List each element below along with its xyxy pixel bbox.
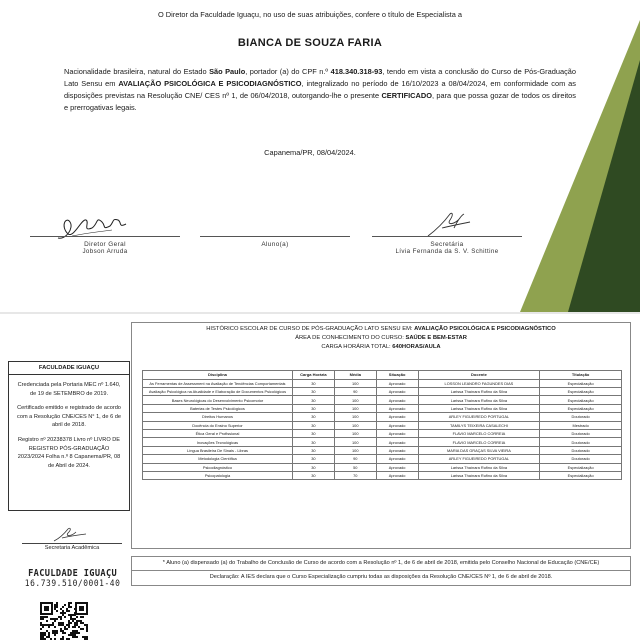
table-row (143, 438, 622, 446)
page-divider (0, 312, 640, 314)
col-grade: Média (334, 371, 376, 380)
hours-cell: 30 (292, 471, 334, 479)
certificate-word: CERTIFICADO (381, 91, 432, 100)
degree-cell: Doutorado (540, 455, 622, 463)
discipline-cell: As Ferramentas de Assessment na Avaliação de Tendências Comportamentais (143, 379, 293, 387)
faculty-stamp (22, 568, 123, 589)
discipline-cell: Ética Geral e Profissional (143, 429, 293, 437)
table-row (143, 446, 622, 454)
student-signature (200, 204, 350, 248)
secretary-name: Lívia Fernanda da S. V. Schittine (395, 248, 499, 255)
secretary-role: Secretária (430, 241, 464, 248)
student-role: Aluno(a) (261, 241, 289, 248)
secretary-signature (372, 204, 522, 255)
grade-cell: 70 (334, 471, 376, 479)
status-cell: Aprovado (376, 438, 418, 446)
qr-code (40, 602, 88, 640)
grade-cell: 100 (334, 429, 376, 437)
stamp-cnpj: 16.739.510/0001-40 (24, 579, 121, 589)
grade-cell: 100 (334, 421, 376, 429)
graduate-name: BIANCA DE SOUZA FARIA (237, 37, 383, 49)
status-cell: Aprovado (376, 446, 418, 454)
table-row (143, 463, 622, 471)
teacher-cell: ARLEY FIGUEIREDO PORTUGAL (418, 413, 540, 421)
state: São Paulo (209, 67, 246, 76)
faculty-registry: Registro nº 20238378 Livro nº LIVRO DE REGISTRO PÓS-GRADUAÇÃO 2023/2024 Folha n.º 8 Capanema/PR, 08 de Abril de 2024. (17, 436, 121, 469)
degree-cell: Doutorado (540, 438, 622, 446)
hours-cell: 30 (292, 387, 334, 395)
table-row (143, 379, 622, 387)
tcc-exemption-note: * Aluno (a) dispensado (a) do Trabalho de Conclusão de Curso de acordo com a Resolução nº 1, de 6 de abril de 2018, emitida pelo Conselho Nacional de Educação (CNE/CE) (131, 556, 631, 571)
degree-cell: Especialização (540, 379, 622, 387)
table-header-row (143, 371, 622, 380)
hours-cell: 30 (292, 463, 334, 471)
certificate-intro: O Diretor da Faculdade Iguaçu, no uso de suas atribuições, confere o título de Especialista a (157, 10, 463, 19)
teacher-cell: Larissa Thaínara Rufino da Silva (418, 404, 540, 412)
hours-cell: 30 (292, 455, 334, 463)
director-role: Diretor Geral (84, 241, 126, 248)
director-name: Jobson Arruda (82, 248, 128, 255)
discipline-cell: Avaliação Psicológica na Atualidade e Elaboração de Documentos Psicológicos (143, 387, 293, 395)
grade-cell: 50 (334, 463, 376, 471)
table-row (143, 404, 622, 412)
degree-cell: Especialização (540, 463, 622, 471)
grade-cell: 100 (334, 404, 376, 412)
degree-cell: Doutorado (540, 413, 622, 421)
hours-cell: 30 (292, 404, 334, 412)
academic-secretary-line (22, 543, 122, 544)
discipline-cell: Psicodiagnóstico (143, 463, 293, 471)
faculty-accreditation: Credenciada pela Portaria MEC nº 1.640, de 19 de SETEMBRO de 2019. (17, 382, 121, 397)
discipline-cell: Psicopatologia (143, 471, 293, 479)
hours-cell: 30 (292, 421, 334, 429)
academic-secretary-label: Secretaria Acadêmica (44, 545, 100, 551)
status-cell: Aprovado (376, 463, 418, 471)
col-discipline: Disciplina (143, 371, 293, 380)
teacher-cell: FLAVIO MARCELO CORREIA (418, 438, 540, 446)
director-signature (30, 204, 180, 255)
hours-cell: 30 (292, 413, 334, 421)
degree-cell: Especialização (540, 396, 622, 404)
teacher-cell: FLAVIO MARCELO CORREIA (418, 429, 540, 437)
faculty-registration-note: Certificado emitido e registrado de acordo com a Resolução CNE/CES N° 1, de 6 de abril de 2018. (17, 405, 121, 429)
table-row (143, 429, 622, 437)
table-row (143, 455, 622, 463)
course-name: AVALIAÇÃO PSICOLÓGICA E PSICODIAGNÓSTICO (118, 79, 302, 88)
hours-cell: 30 (292, 379, 334, 387)
grade-cell: 90 (334, 387, 376, 395)
discipline-cell: Língua Brasileira De Sinais - Libras (143, 446, 293, 454)
degree-cell: Doutorado (540, 429, 622, 437)
place-date: Capanema/PR, 08/04/2024. (264, 148, 356, 157)
grade-cell: 100 (334, 379, 376, 387)
table-row (143, 471, 622, 479)
academic-transcript (131, 322, 631, 549)
transcript-hours-line: CARGA HORÁRIA TOTAL: 640HORAS/AULA (321, 344, 441, 351)
degree-cell: Especialização (540, 404, 622, 412)
discipline-cell: Bases Neurológicas do Desenvolvimento Psicomotor (143, 396, 293, 404)
grade-cell: 100 (334, 446, 376, 454)
status-cell: Aprovado (376, 455, 418, 463)
hours-cell: 30 (292, 429, 334, 437)
col-hours: Carga Horária (292, 371, 334, 380)
teacher-cell: TAMILYS TEIXEIRA CASALECHI (418, 421, 540, 429)
teacher-cell: LOSSON LEANDRO FAGUNDES DIAS (418, 379, 540, 387)
degree-cell: Doutorado (540, 446, 622, 454)
ies-declaration: Declaração: A IES declara que o Curso Especialização cumpriu todas as disposições da Resolução CNE/CES Nº 1, de 6 de abril de 2018. (131, 571, 631, 586)
grade-cell: 90 (334, 455, 376, 463)
status-cell: Aprovado (376, 471, 418, 479)
discipline-cell: Direitos Humanos (143, 413, 293, 421)
transcript-area-line: ÁREA DE CONHECIMENTO DO CURSO: SAÚDE E BEM-ESTAR (295, 335, 467, 342)
degree-cell: Especialização (540, 471, 622, 479)
status-cell: Aprovado (376, 413, 418, 421)
teacher-cell: Larissa Thaínara Rufino da Silva (418, 463, 540, 471)
discipline-cell: Docência do Ensino Superior (143, 421, 293, 429)
degree-cell: Especialização (540, 387, 622, 395)
degree-cell: Mestrado (540, 421, 622, 429)
col-status: Situação (376, 371, 418, 380)
status-cell: Aprovado (376, 379, 418, 387)
teacher-cell: ARLEY FIGUEIREDO PORTUGAL (418, 455, 540, 463)
stamp-name: FACULDADE IGUAÇU (28, 568, 118, 579)
transcript-header (132, 323, 630, 353)
table-row (143, 413, 622, 421)
transcript-table (142, 370, 622, 480)
col-degree: Titulação (540, 371, 622, 380)
col-teacher: Docente (418, 371, 540, 380)
academic-secretary-signature-image (30, 526, 130, 542)
faculty-title: FACULDADE IGUAÇU (9, 362, 129, 375)
discipline-cell: Metodologia Científica (143, 455, 293, 463)
certificate-body: Nacionalidade brasileira, natural do Estado São Paulo, portador (a) do CPF n.º 418.340.318-93, tendo em vista a conclusão do Curso de Pós-Graduação Lato Sensu em AVALIAÇÃO PSICOLÓGICA E PSICODIAGNÓSTICO, integralizado no período de 16/10/2023 a 08/04/2024, em conformidade com as disposições previstas na Resolução CNE/ CES nº 1, de 06/04/2018, outorgando-lhe o presente CERTIFICADO, para que possa gozar de todos os direitos e prerrogativas legais. (64, 67, 576, 112)
hours-cell: 30 (292, 446, 334, 454)
table-row (143, 421, 622, 429)
hours-cell: 30 (292, 438, 334, 446)
hours-cell: 30 (292, 396, 334, 404)
discipline-cell: Baterias de Testes Psicológicos (143, 404, 293, 412)
grade-cell: 100 (334, 413, 376, 421)
teacher-cell: MARIA DAS GRAÇAS SILVA VIEIRA (418, 446, 540, 454)
certificate-page (0, 0, 640, 312)
faculty-info-box (8, 361, 130, 511)
teacher-cell: Larissa Thaínara Rufino da Silva (418, 387, 540, 395)
discipline-cell: Inovações Tecnológicas (143, 438, 293, 446)
status-cell: Aprovado (376, 404, 418, 412)
status-cell: Aprovado (376, 421, 418, 429)
table-row (143, 387, 622, 395)
grade-cell: 100 (334, 438, 376, 446)
cpf: 418.340.318-93 (330, 67, 383, 76)
grade-cell: 100 (334, 396, 376, 404)
status-cell: Aprovado (376, 387, 418, 395)
teacher-cell: Larissa Thaínara Rufino da Silva (418, 471, 540, 479)
teacher-cell: Larissa Thaínara Rufino da Silva (418, 396, 540, 404)
status-cell: Aprovado (376, 429, 418, 437)
transcript-course-line: HISTÓRICO ESCOLAR DE CURSO DE PÓS-GRADUAÇÃO LATO SENSU EM: AVALIAÇÃO PSICOLÓGICA E PSICODIAGNÓSTICO (206, 326, 556, 332)
status-cell: Aprovado (376, 396, 418, 404)
table-row (143, 396, 622, 404)
